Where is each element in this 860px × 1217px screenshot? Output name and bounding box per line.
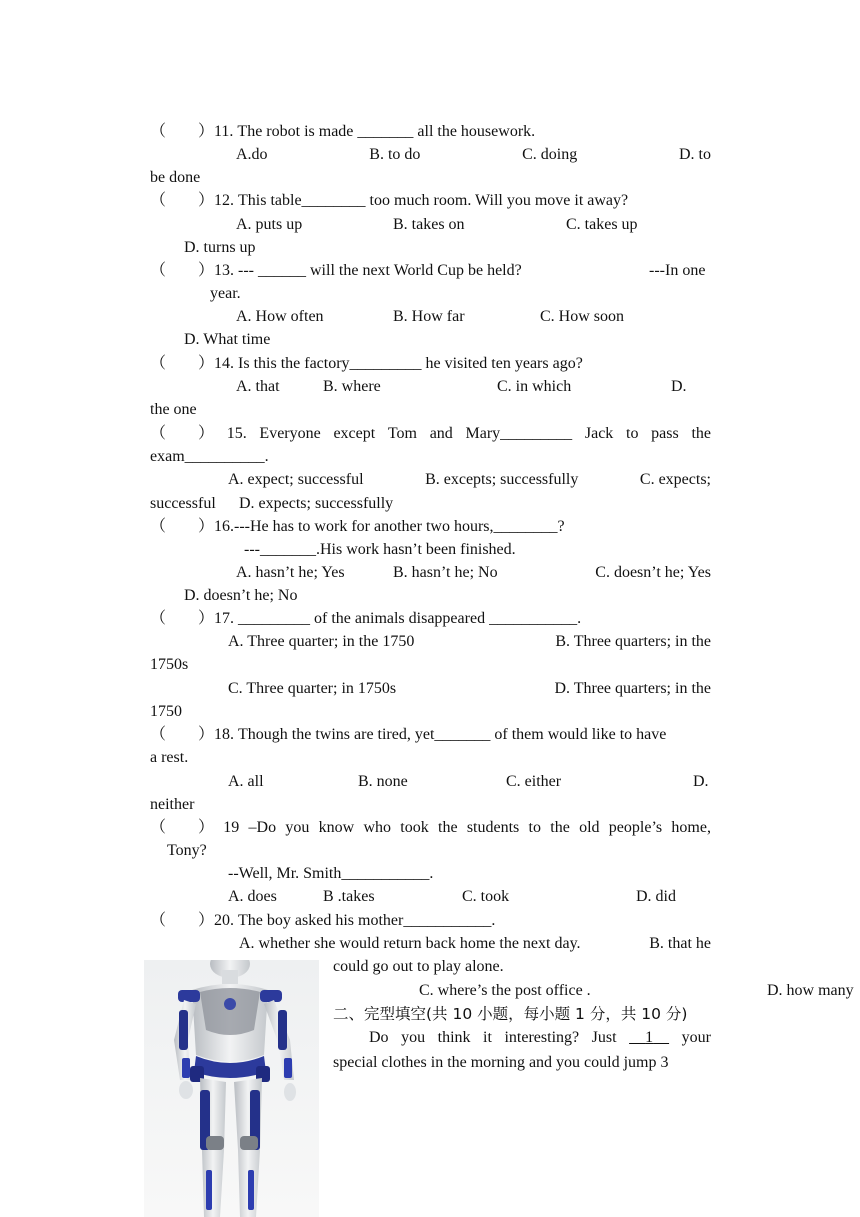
- answer-paren: （ ）: [150, 192, 215, 209]
- q14-option-d: D.: [671, 378, 687, 395]
- q16-reply: ---_______.His work hasn’t been finished.: [244, 541, 516, 558]
- q15-option-c-wrap: successful: [150, 495, 216, 512]
- blank-1: 1: [645, 1029, 654, 1046]
- answer-paren: （ ）: [150, 819, 215, 836]
- answer-paren: （ ）: [150, 726, 215, 743]
- q19-stem: （ ） 19 –Do you know who took the students to the old people’s home,: [150, 819, 711, 836]
- option-c: C. expects;: [639, 471, 711, 488]
- passage-line-2: special clothes in the morning and you could jump 3: [333, 1054, 669, 1071]
- q15-options: [228, 470, 711, 490]
- q13-stem: （ ）13. --- ______ will the next World Cup be held?: [150, 262, 522, 279]
- q14-option-c: C. in which: [497, 378, 572, 395]
- q13-wrap: year.: [210, 285, 241, 302]
- q17-stem: （ ）17. _________ of the animals disappeared ___________.: [150, 610, 582, 627]
- q18-option-d-wrap: neither: [150, 796, 195, 813]
- section-heading: 二、完型填空(共 10 小题，每小题 1 分，共 10 分): [333, 1005, 688, 1023]
- q16-option-b: B. hasn’t he; No: [393, 564, 498, 581]
- q15-wrap: exam__________.: [150, 448, 269, 465]
- q17-option-d: D. Three quarters; in the: [554, 680, 711, 697]
- q16-option-d: D. doesn’t he; No: [184, 587, 298, 604]
- q13-option-b: B. How far: [393, 308, 465, 325]
- q15-stem: （ ） 15. Everyone except Tom and Mary_________ Jack to pass the: [150, 425, 711, 442]
- q15-option-d: D. expects; successfully: [239, 495, 394, 512]
- q14-wrap: the one: [150, 401, 197, 418]
- option-b: B. to do: [369, 146, 421, 163]
- option-b: B. excepts; successfully: [425, 471, 579, 488]
- q18-wrap: a rest.: [150, 749, 189, 766]
- answer-paren: （ ）: [150, 123, 215, 140]
- q20-option-a: A. whether she would return back home the next day.: [239, 935, 581, 952]
- option-c: C. doing: [522, 146, 578, 163]
- q11-options: [236, 145, 711, 165]
- q19-option-b: B .takes: [323, 888, 375, 905]
- q19-option-c: C. took: [462, 888, 510, 905]
- q16-stem: （ ）16.---He has to work for another two hours,________?: [150, 518, 565, 535]
- q18-option-c: C. either: [506, 773, 562, 790]
- answer-paren: （ ）: [150, 262, 215, 279]
- q14-stem: （ ）14. Is this the factory_________ he visited ten years ago?: [150, 355, 583, 372]
- option-a: A.do: [236, 146, 268, 163]
- q17-option-b-wrap: 1750s: [150, 656, 189, 673]
- q12-option-d: D. turns up: [184, 239, 256, 256]
- q12-option-b: B. takes on: [393, 216, 465, 233]
- option-d: D. to: [678, 146, 711, 163]
- option-a: A. expect; successful: [228, 471, 364, 488]
- q13-option-c: C. How soon: [540, 308, 625, 325]
- q11-stem: （ ）11. The robot is made _______ all the housework.: [150, 123, 536, 140]
- q20-stem: （ ）20. The boy asked his mother___________.: [150, 912, 496, 929]
- answer-paren: （ ）: [150, 610, 215, 627]
- q20-option-d: D. how many: [767, 982, 854, 999]
- q14-option-a: A. that: [236, 378, 280, 395]
- passage-line-1: Do you think it interesting? Just 1 your: [369, 1029, 711, 1046]
- q19-option-d: D. did: [636, 888, 676, 905]
- q11-wrap: be done: [150, 169, 201, 186]
- answer-paren: （ ）: [150, 425, 215, 442]
- q20-option-c: C. where’s the post office .: [419, 982, 591, 999]
- q20-option-b: B. that he: [649, 935, 711, 952]
- q17-option-d-wrap: 1750: [150, 703, 182, 720]
- q18-option-a: A. all: [228, 773, 264, 790]
- q19-option-a: A. does: [228, 888, 277, 905]
- q12-option-a: A. puts up: [236, 216, 303, 233]
- q13-reply: ---In one: [649, 262, 706, 279]
- q12-stem: （ ）12. This table________ too much room. Will you move it away?: [150, 192, 629, 209]
- q17-option-c: C. Three quarter; in 1750s: [228, 680, 397, 697]
- robot-exoskeleton-image: [144, 960, 319, 1217]
- q16-option-c: C. doesn’t he; Yes: [595, 564, 711, 581]
- q18-option-b: B. none: [358, 773, 408, 790]
- q20-option-b-wrap: could go out to play alone.: [333, 958, 504, 975]
- q12-option-c: C. takes up: [566, 216, 638, 233]
- q16-option-a: A. hasn’t he; Yes: [236, 564, 345, 581]
- q19-wrap: Tony?: [167, 842, 207, 859]
- answer-paren: （ ）: [150, 518, 215, 535]
- q13-option-a: A. How often: [236, 308, 324, 325]
- q14-option-b: B. where: [323, 378, 381, 395]
- q18-option-d: D.: [693, 773, 709, 790]
- q17-option-b: B. Three quarters; in the: [555, 633, 711, 650]
- q18-stem: （ ）18. Though the twins are tired, yet_______ of them would like to have: [150, 726, 667, 743]
- q13-option-d: D. What time: [184, 331, 271, 348]
- answer-paren: （ ）: [150, 912, 215, 929]
- q17-option-a: A. Three quarter; in the 1750: [228, 633, 415, 650]
- q19-reply: --Well, Mr. Smith___________.: [228, 865, 434, 882]
- answer-paren: （ ）: [150, 355, 215, 372]
